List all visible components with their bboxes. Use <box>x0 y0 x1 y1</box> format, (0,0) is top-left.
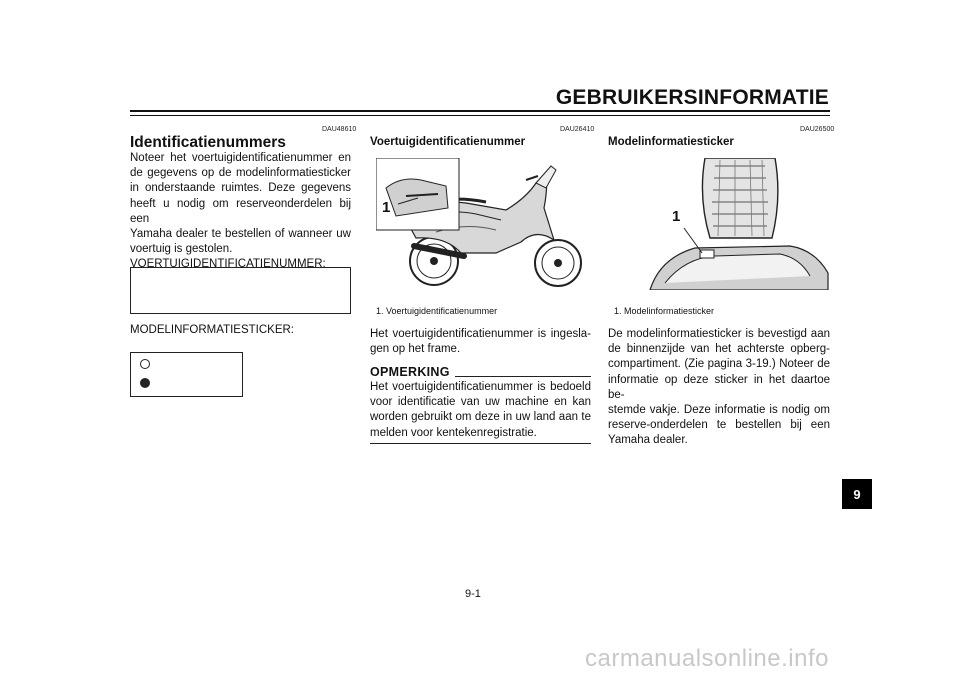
chapter-tab[interactable]: 9 <box>842 479 872 509</box>
callout-number: 1 <box>672 208 681 225</box>
text-line: in onderstaande ruimtes. Deze gegevens <box>130 182 351 195</box>
note-heading-rule <box>455 376 591 377</box>
text-line: Yamaha dealer. <box>608 434 688 447</box>
text-line: stemde vakje. Deze informatie is nodig om <box>608 404 830 417</box>
section-heading: Voertuigidentificatienummer <box>370 136 526 148</box>
note-heading: OPMERKING <box>370 365 450 379</box>
scooter-illustration <box>376 158 590 290</box>
section-code: DAU48610 <box>322 126 357 133</box>
text-line: de binnenzijde van het achterste opberg- <box>608 343 830 356</box>
text-line: de gegevens op de modelinformatiesticker <box>130 167 351 180</box>
model-sticker-paragraph <box>608 327 830 449</box>
note-end-rule <box>370 443 591 444</box>
vin-paragraph <box>370 327 591 357</box>
text-line: De modelinformatiesticker is bevestigd aan <box>608 328 830 340</box>
text-line: compartiment. (Zie pagina 3-19.) Noteer de <box>608 358 830 371</box>
callout-number: 1 <box>382 199 391 216</box>
text-line: heeft u nodig om reserveonderdelen bij een <box>130 197 351 225</box>
text-line: voor identificatie van uw machine en kan <box>370 396 591 409</box>
section-code: DAU26410 <box>560 126 595 133</box>
vin-label: VOERTUIGIDENTIFICATIENUMMER: <box>130 258 326 271</box>
model-sticker-entry-box[interactable] <box>130 352 243 397</box>
section-heading: Modelinformatiesticker <box>608 136 734 148</box>
storage-compartment-illustration <box>640 158 830 290</box>
page-number: 9-1 <box>465 588 481 600</box>
text-line: Het voertuigidentificatienummer is ingesla- <box>370 328 591 340</box>
filled-circle-icon <box>140 378 150 388</box>
text-line: voertuig is gestolen. <box>130 243 233 256</box>
open-circle-icon <box>140 359 150 369</box>
figure-caption: 1. Modelinformatiesticker <box>614 306 715 316</box>
text-line: Het voertuigidentificatienummer is bedoeld <box>370 381 591 393</box>
figure-caption: 1. Voertuigidentificatienummer <box>376 306 498 316</box>
text-line: Yamaha dealer te bestellen of wanneer uw <box>130 228 351 241</box>
model-sticker-label: MODELINFORMATIESTICKER: <box>130 324 294 336</box>
text-line: gen op het frame. <box>370 343 461 356</box>
note-paragraph <box>370 380 591 441</box>
vin-entry-box[interactable] <box>130 267 351 314</box>
header-rule-thin <box>130 115 830 116</box>
page-title: GEBRUIKERSINFORMATIE <box>555 86 829 109</box>
section-code: DAU26500 <box>800 126 835 133</box>
header-rule <box>130 110 830 112</box>
watermark: carmanualsonline.info <box>585 645 829 672</box>
intro-paragraph <box>130 151 351 273</box>
text-line: informatie op deze sticker in het daartoe be- <box>608 373 830 401</box>
text-line: melden voor kentekenregistratie. <box>370 426 537 439</box>
section-heading: Identificatienummers <box>130 134 286 151</box>
text-line: reserve-onderdelen te bestellen bij een <box>608 419 830 432</box>
text-line: Noteer het voertuigidentificatienummer en <box>130 152 351 164</box>
text-line: worden gebruikt om deze in uw land aan te <box>370 411 591 424</box>
